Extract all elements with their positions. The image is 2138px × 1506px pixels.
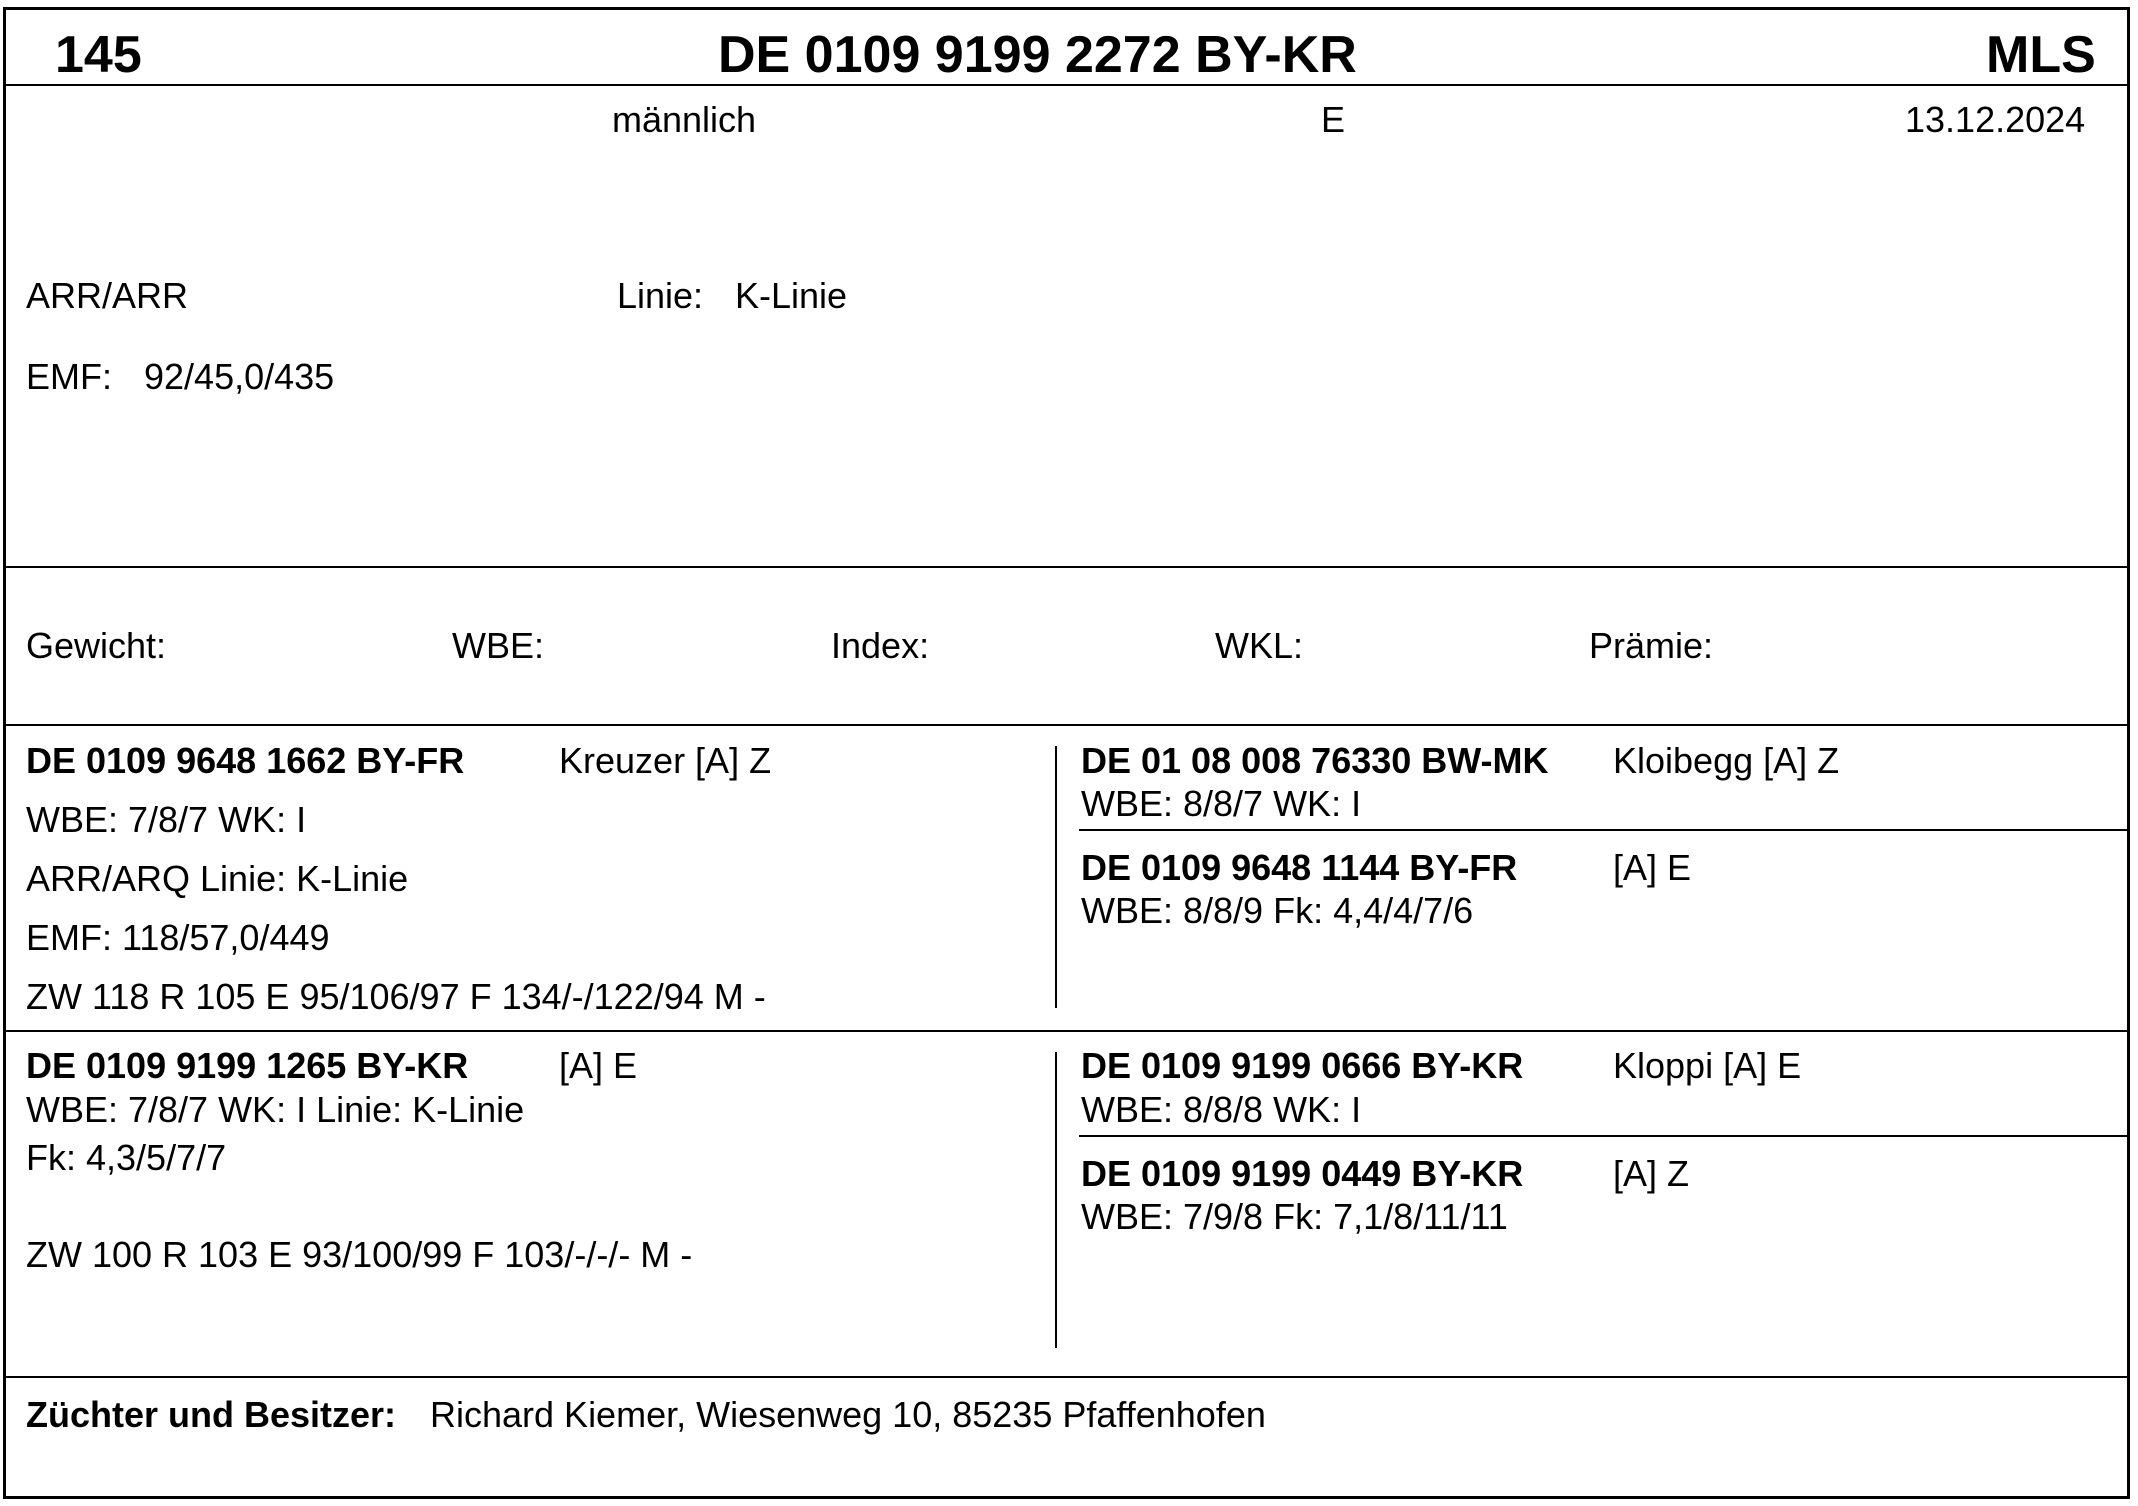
dam-name: [A] E	[559, 1045, 638, 1086]
sire-sire-name: Kloibegg [A] Z	[1613, 740, 1840, 781]
sire-column-divider	[1055, 746, 1057, 1008]
dam-sire-id: DE 0109 9199 0666 BY-KR	[1081, 1045, 1524, 1086]
dam-grandparents-divider	[1079, 1135, 2130, 1137]
dam-sire-name: Kloppi [A] E	[1613, 1045, 1802, 1086]
sire-grandparents-divider	[1079, 829, 2130, 831]
animal-id: DE 0109 9199 2272 BY-KR	[718, 26, 1357, 84]
sire-sire-id: DE 01 08 008 76330 BW-MK	[1081, 740, 1549, 781]
emf-label: EMF:	[26, 356, 112, 397]
genotype: ARR/ARR	[26, 275, 189, 316]
wkl-label: WKL:	[1215, 625, 1304, 666]
sire-line: EMF: 118/57,0/449	[26, 917, 330, 958]
sire-name: Kreuzer [A] Z	[559, 740, 772, 781]
sire-sire-line: WBE: 8/8/7 WK: I	[1081, 783, 1362, 824]
wbe-label: WBE:	[452, 625, 545, 666]
dam-dam-id: DE 0109 9199 0449 BY-KR	[1081, 1153, 1524, 1194]
sire-dam-id: DE 0109 9648 1144 BY-FR	[1081, 847, 1518, 888]
dam-dam-name: [A] Z	[1613, 1153, 1690, 1194]
parents-divider	[3, 1030, 2130, 1032]
grade: E	[1321, 99, 1346, 140]
breeder-owner-value: Richard Kiemer, Wiesenweg 10, 85235 Pfaffenhofen	[430, 1394, 1266, 1435]
sire-id: DE 0109 9648 1662 BY-FR	[26, 740, 465, 781]
breeder-owner-label: Züchter und Besitzer:	[26, 1394, 397, 1435]
sire-line: ZW 118 R 105 E 95/106/97 F 134/-/122/94 M -	[26, 976, 766, 1017]
emf-value: 92/45,0/435	[144, 356, 335, 397]
date: 13.12.2024	[1905, 99, 2086, 140]
header-divider	[3, 84, 2130, 86]
gewicht-label: Gewicht:	[26, 625, 167, 666]
dam-line: Fk: 4,3/5/7/7	[26, 1137, 227, 1178]
dam-sire-line: WBE: 8/8/8 WK: I	[1081, 1089, 1362, 1130]
sex: männlich	[612, 99, 757, 140]
sire-line: ARR/ARQ Linie: K-Linie	[26, 858, 409, 899]
dam-dam-line: WBE: 7/9/8 Fk: 7,1/8/11/11	[1081, 1196, 1508, 1237]
footer-divider	[3, 1376, 2130, 1378]
index-label: Index:	[831, 625, 930, 666]
catalog-number: 145	[55, 26, 142, 84]
dam-line: ZW 100 R 103 E 93/100/99 F 103/-/-/- M -	[26, 1234, 693, 1275]
linie-value: K-Linie	[735, 275, 848, 316]
dam-column-divider	[1055, 1052, 1057, 1348]
praemie-label: Prämie:	[1589, 625, 1714, 666]
sire-line: WBE: 7/8/7 WK: I	[26, 799, 307, 840]
dam-line: WBE: 7/8/7 WK: I Linie: K-Linie	[26, 1089, 525, 1130]
info-divider	[3, 566, 2130, 568]
sire-dam-line: WBE: 8/8/9 Fk: 4,4/4/7/6	[1081, 890, 1474, 931]
metrics-divider	[3, 724, 2130, 726]
dam-id: DE 0109 9199 1265 BY-KR	[26, 1045, 469, 1086]
sire-dam-name: [A] E	[1613, 847, 1692, 888]
breed-code: MLS	[1986, 26, 2096, 84]
linie-label: Linie:	[617, 275, 704, 316]
